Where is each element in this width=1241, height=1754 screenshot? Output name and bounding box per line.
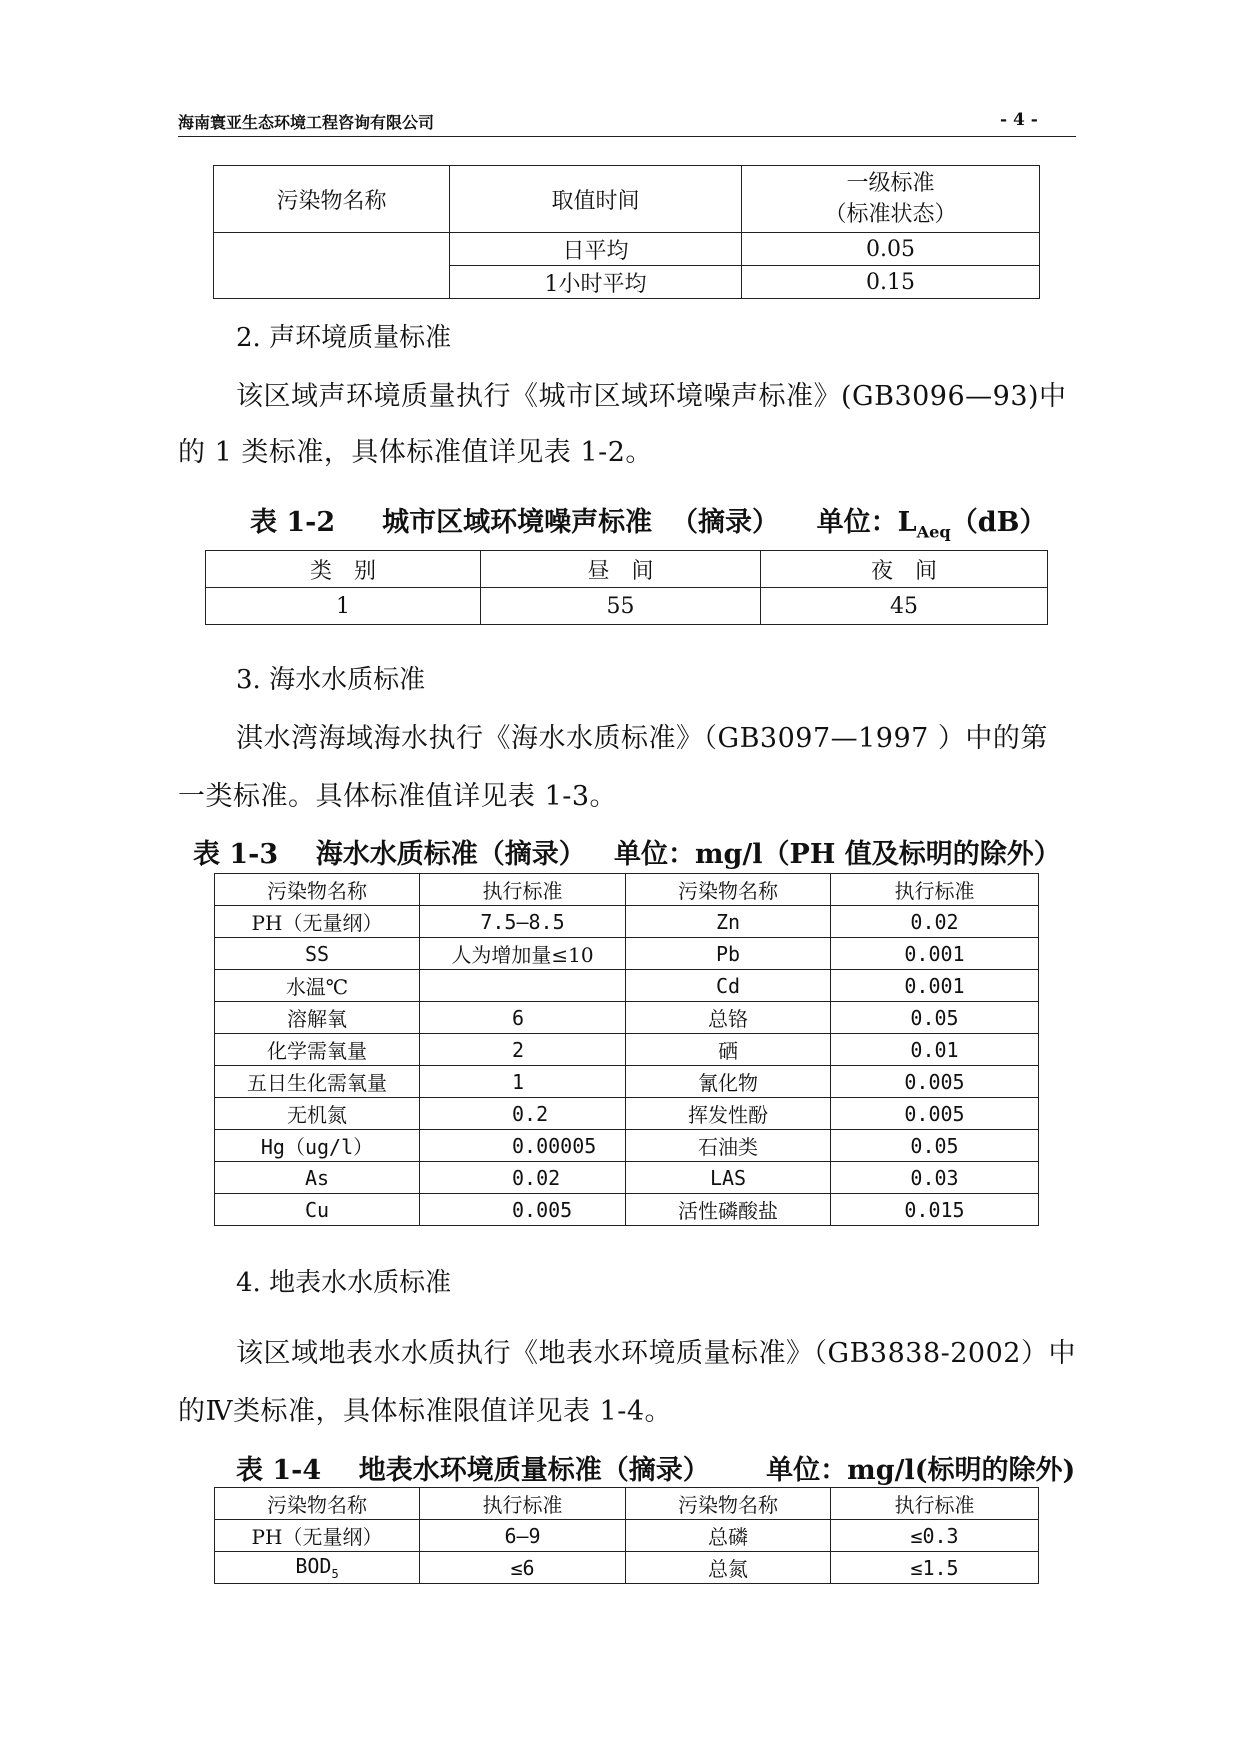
paragraph-line: 的 1 类标准，具体标准值详见表 1-2。 (178, 437, 653, 468)
table-cell: PH（无量纲） (215, 906, 420, 938)
table-air-quality-continued (213, 165, 1040, 299)
paragraph-line: 淇水湾海域海水执行《海水水质标准》（GB3097—1997 ）中的第 (236, 723, 1048, 754)
table-header-row (215, 874, 1039, 906)
section-heading: 4. 地表水水质标准 (236, 1268, 452, 1298)
table-cell: 挥发性酚 (626, 1098, 831, 1130)
table-cell: 2 (420, 1034, 626, 1066)
header-cell: 污染物名称 (214, 166, 450, 233)
caption-text: 表 1-2 城市区域环境噪声标准 （摘录） 单位：L (250, 507, 917, 538)
table-cell: 硒 (626, 1034, 831, 1066)
table-cell: As (215, 1162, 420, 1194)
paragraph-line: 一类标准。具体标准值详见表 1-3。 (178, 781, 618, 812)
table-row (215, 1552, 1039, 1584)
table-cell: LAS (626, 1162, 831, 1194)
table-row (215, 1520, 1039, 1552)
table-row (215, 970, 1039, 1002)
table-row (215, 906, 1039, 938)
table-cell: ≤1.5 (831, 1552, 1039, 1584)
table-row (215, 1098, 1039, 1130)
section-heading: 3. 海水水质标准 (236, 665, 426, 695)
table-cell: 1 (206, 588, 481, 625)
table-cell: 1 (420, 1066, 626, 1098)
table-surface-water-standard (214, 1487, 1039, 1584)
table-cell: 0.15 (742, 266, 1040, 299)
table-seawater-standard (214, 873, 1039, 1226)
header-cell: 昼 间 (481, 551, 761, 588)
table-cell: 0.02 (831, 906, 1039, 938)
table-row (206, 588, 1048, 625)
table-header-row (215, 1488, 1039, 1520)
paragraph-line: 该区域地表水水质执行《地表水环境质量标准》（GB3838-2002）中 (236, 1338, 1076, 1369)
caption-subscript: Aeq (916, 522, 951, 542)
table-row (215, 1002, 1039, 1034)
paragraph-line: 该区域声环境质量执行《城市区域环境噪声标准》(GB3096—93)中 (236, 381, 1067, 412)
table-row (215, 1130, 1039, 1162)
page-number: - 4 - (1000, 110, 1038, 130)
table-cell: PH（无量纲） (215, 1520, 420, 1552)
table-cell: 0.05 (742, 233, 1040, 266)
table-cell: Pb (626, 938, 831, 970)
table-cell: 0.03 (831, 1162, 1039, 1194)
bod-subscript: 5 (331, 1567, 339, 1581)
header-divider (178, 136, 1076, 137)
header-cell (742, 166, 1040, 233)
table-cell: 0.005 (831, 1098, 1039, 1130)
paragraph-line: 的Ⅳ类标准，具体标准限值详见表 1-4。 (178, 1396, 673, 1427)
table-cell: 氰化物 (626, 1066, 831, 1098)
table-cell: 0.02 (420, 1162, 626, 1194)
table-cell: 化学需氧量 (215, 1034, 420, 1066)
table-cell: 0.05 (831, 1130, 1039, 1162)
table-cell: 0.00005 (420, 1130, 626, 1162)
header-cell: 夜 间 (761, 551, 1048, 588)
header-cell: 污染物名称 (626, 1488, 831, 1520)
table-cell: 活性磷酸盐 (626, 1194, 831, 1226)
table-caption (250, 500, 1046, 541)
table-cell (420, 970, 626, 1002)
header-cell: 类 别 (206, 551, 481, 588)
table-cell: 总铬 (626, 1002, 831, 1034)
table-cell: 0.015 (831, 1194, 1039, 1226)
table-row (215, 1194, 1039, 1226)
table-cell (214, 233, 450, 299)
table-cell: 溶解氧 (215, 1002, 420, 1034)
header-cell: 执行标准 (831, 1488, 1039, 1520)
table-cell: 无机氮 (215, 1098, 420, 1130)
header-cell: 执行标准 (420, 874, 626, 906)
table-cell: 人为增加量≤10 (420, 938, 626, 970)
table-cell: 总磷 (626, 1520, 831, 1552)
header-cell: 取值时间 (450, 166, 742, 233)
table-row (215, 1066, 1039, 1098)
table-cell: 水温℃ (215, 970, 420, 1002)
header-cell: 污染物名称 (215, 1488, 420, 1520)
table-cell: Cd (626, 970, 831, 1002)
header-line: 一级标准 (846, 171, 935, 196)
table-row (215, 1034, 1039, 1066)
table-row (215, 1162, 1039, 1194)
header-cell: 执行标准 (831, 874, 1039, 906)
table-header-row (214, 166, 1040, 233)
table-cell: 五日生化需氧量 (215, 1066, 420, 1098)
header-cell: 污染物名称 (215, 874, 420, 906)
table-cell: 45 (761, 588, 1048, 625)
bod-label: BOD (295, 1554, 332, 1578)
table-noise-standard (205, 550, 1048, 625)
table-cell: 0.01 (831, 1034, 1039, 1066)
table-row (214, 233, 1040, 266)
table-cell: 1小时平均 (450, 266, 742, 299)
table-cell: SS (215, 938, 420, 970)
table-cell: 55 (481, 588, 761, 625)
table-cell: 总氮 (626, 1552, 831, 1584)
table-row (215, 938, 1039, 970)
company-name: 海南寰亚生态环境工程咨询有限公司 (178, 113, 435, 132)
table-cell: Cu (215, 1194, 420, 1226)
table-cell: ≤6 (420, 1552, 626, 1584)
table-caption: 表 1-4 地表水环境质量标准（摘录） 单位：mg/l(标明的除外) (236, 1455, 1076, 1486)
table-caption: 表 1-3 海水水质标准（摘录） 单位：mg/l（PH 值及标明的除外） (193, 839, 1061, 870)
table-cell: ≤0.3 (831, 1520, 1039, 1552)
section-heading: 2. 声环境质量标准 (236, 323, 452, 353)
table-cell: Hg（ug/l） (215, 1130, 420, 1162)
table-cell: 0.001 (831, 938, 1039, 970)
table-cell: 0.005 (420, 1194, 626, 1226)
table-cell: 0.05 (831, 1002, 1039, 1034)
table-cell: 7.5—8.5 (420, 906, 626, 938)
table-cell: 石油类 (626, 1130, 831, 1162)
table-cell: 0.001 (831, 970, 1039, 1002)
table-cell: 6 (420, 1002, 626, 1034)
table-cell: 0.005 (831, 1066, 1039, 1098)
header-cell: 污染物名称 (626, 874, 831, 906)
header-line: （标准状态） (824, 202, 957, 227)
table-cell: 日平均 (450, 233, 742, 266)
table-header-row (206, 551, 1048, 588)
table-cell: 6—9 (420, 1520, 626, 1552)
header-cell: 执行标准 (420, 1488, 626, 1520)
caption-unit: （dB） (950, 507, 1047, 538)
table-cell: Zn (626, 906, 831, 938)
table-cell: 0.2 (420, 1098, 626, 1130)
table-cell (215, 1552, 420, 1584)
